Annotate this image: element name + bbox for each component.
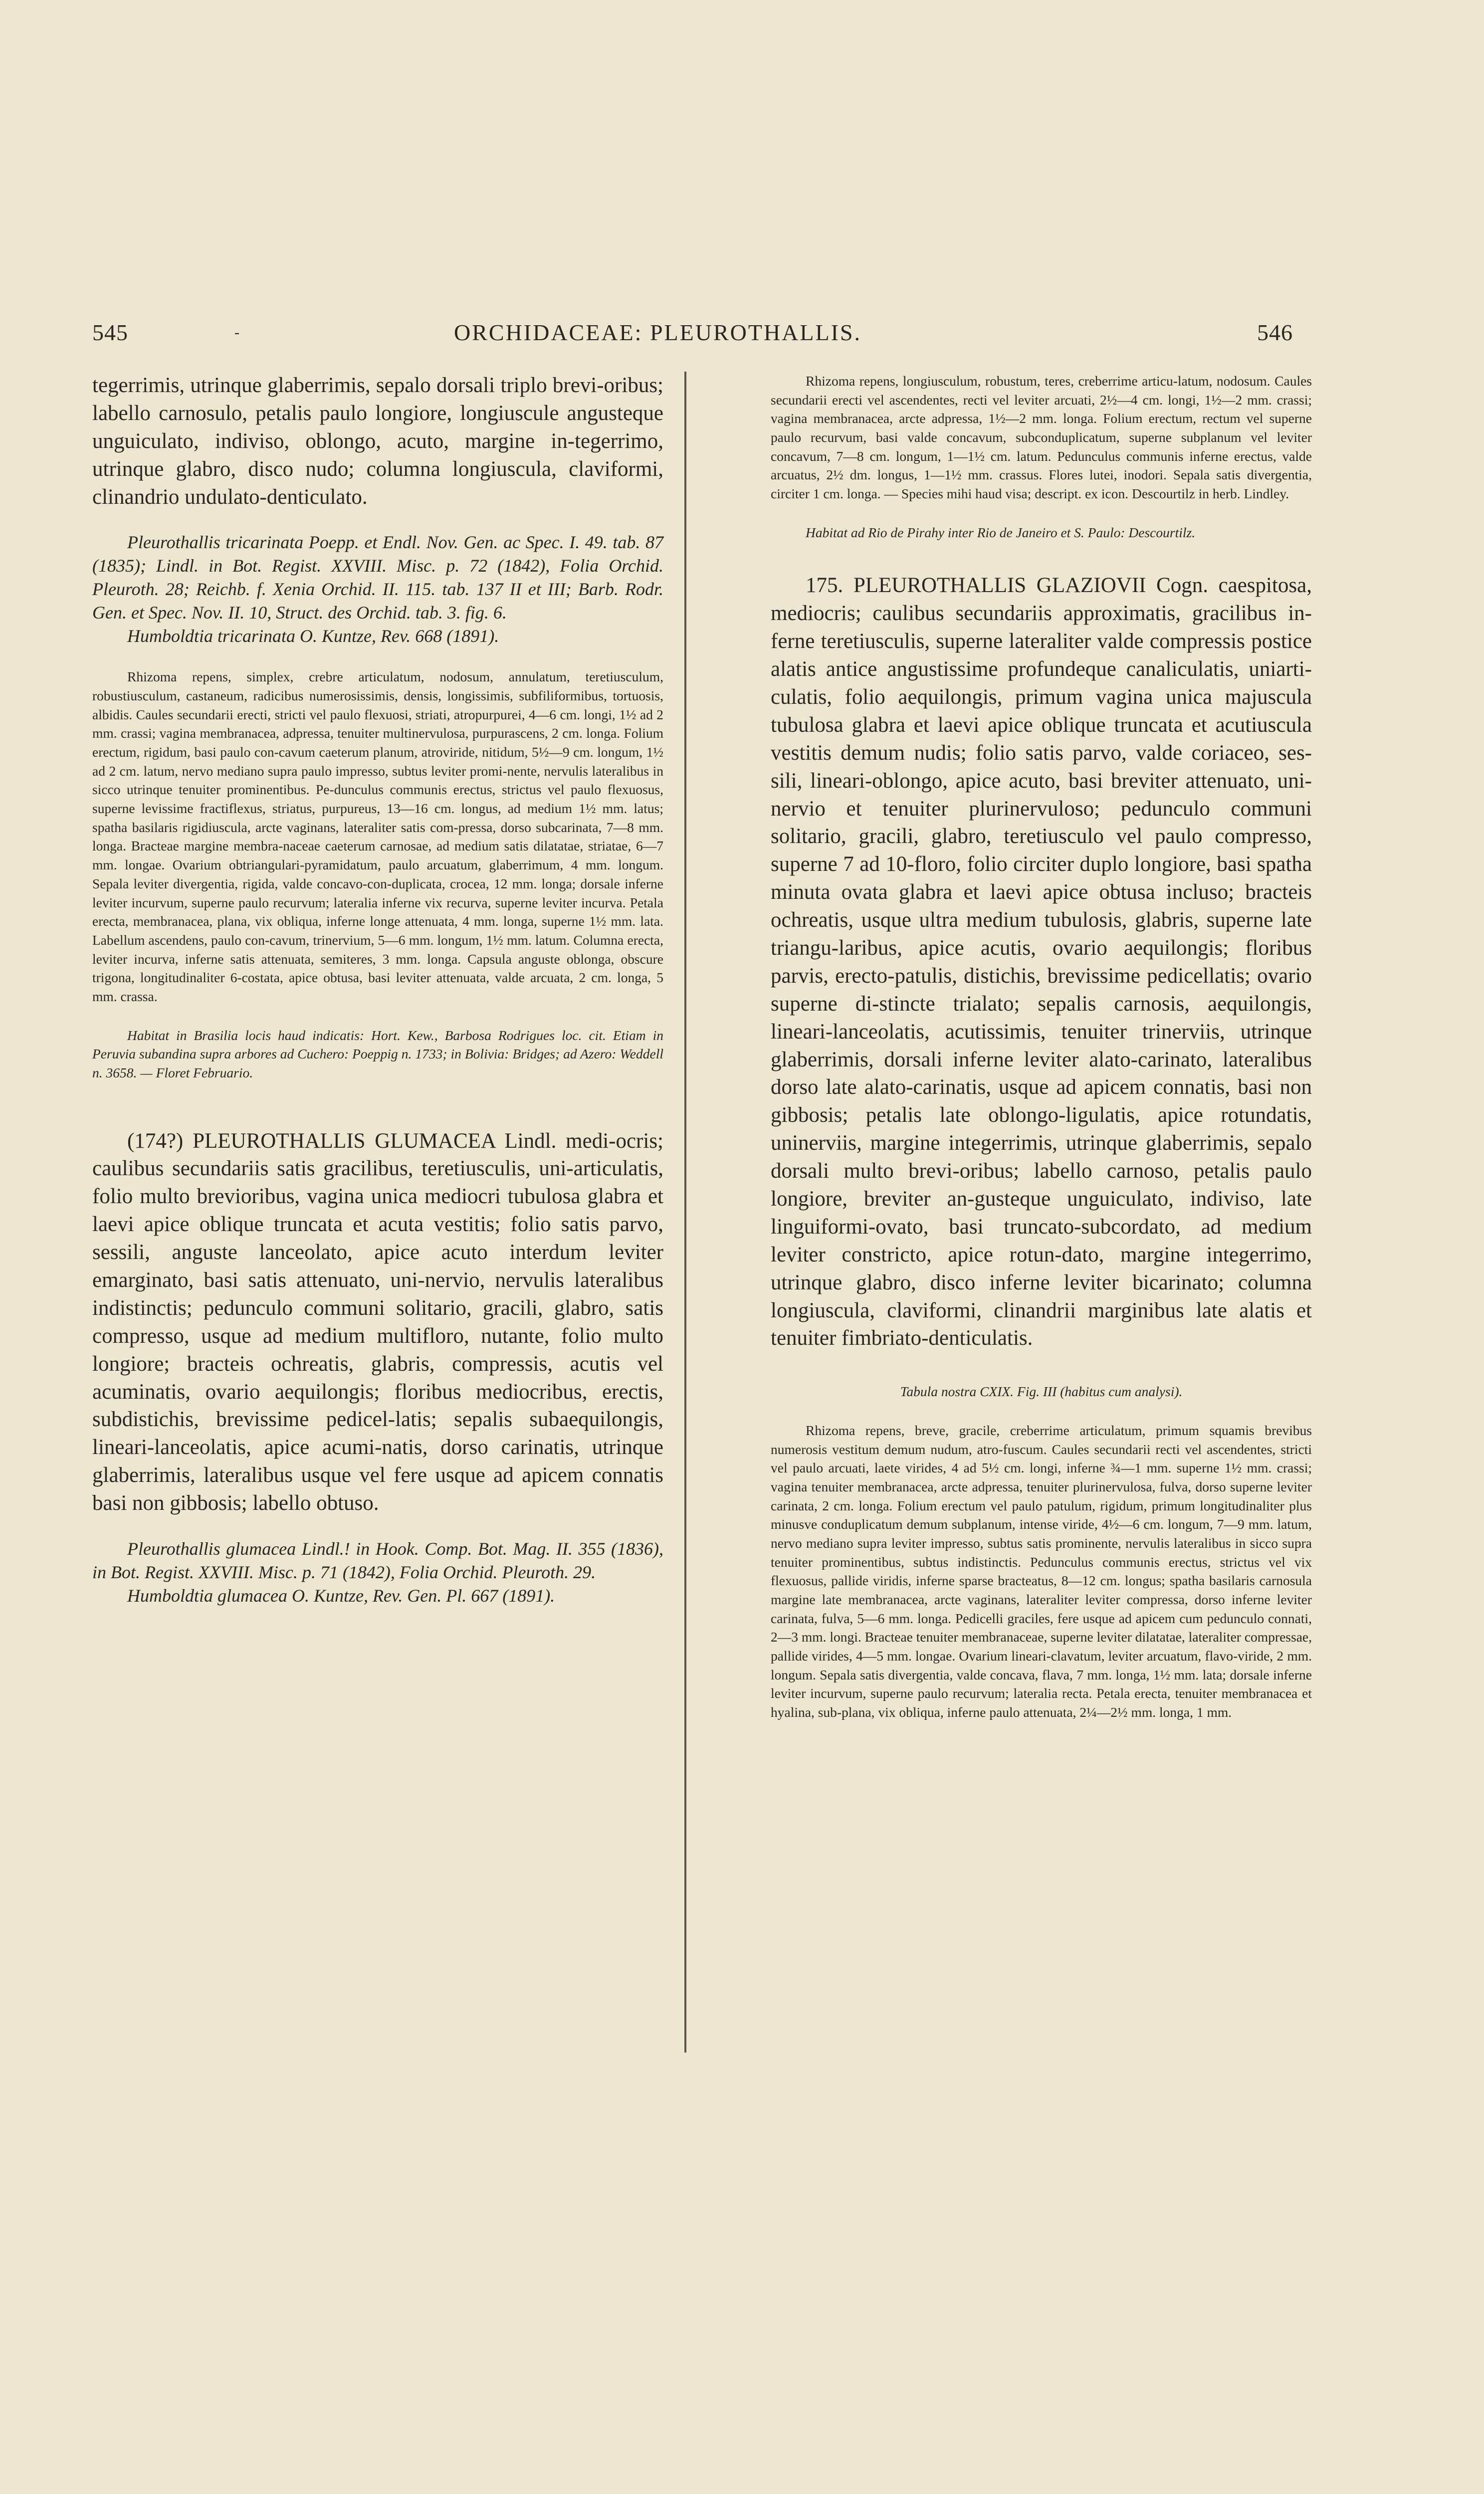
synonymy-tricarinata: Pleurothallis tricarinata Poepp. et Endl. Nov. Gen. ac Spec. I. 49. tab. 87 (1835); Lindl. in Bot. Regist. XXVIII. Misc. p. 72 (1842), Folia Orchid. Pleuroth. 28; Reichb. f. Xenia Orchid. II. 115. tab. 137 II et III; Barb. Rodr. Gen. et Spec. Nov. II. 10, Struct. des Orchid. tab. 3. fig. 6. <box>92 532 663 623</box>
habitat-tricarinata: Habitat in Brasilia locis haud indicatis: Hort. Kew., Barbosa Rodrigues loc. cit. Etiam in Peruvia subandina supra arbores ad Cuchero: Poeppig n. 1733; in Bolivia: Bridges; ad Azero: Weddell n. 3658. — Floret Februario. <box>92 1027 663 1080</box>
description-continued: tegerrimis, utrinque glaberrimis, sepalo dorsali triplo brevi-oribus; labello carnosulo, petalis paulo longiore, longiuscule angusteque unguiculato, indiviso, oblongo, acuto, margine in-tegerrimo, utrinque glabro, disco nudo; columna longiuscula, claviformi, clinandrio undulato-denticulato. <box>92 374 663 509</box>
species-glaziovii-diagnosis: 175. PLEUROTHALLIS GLAZIOVII Cogn. caespitosa, mediocris; caulibus secundariis approximatis, gracilibus in-ferne teretiusculis, superne lateraliter valde compressis postice alatis antice angustissime profundeque canaliculatis, uniarti-culatis, folio aequilongis, primum vagina unica majuscula tubulosa glabra et laevi apice oblique truncata et acutiuscula vestitis demum nudis; folio satis parvo, valde coriaceo, ses-sili, lineari-oblongo, apice acuto, basi breviter attenuato, uni-nervio et tenuiter plurinervuloso; pedunculo communi solitario, gracili, glabro, teretiusculo vel paulo compresso, superne 7 ad 10-floro, folio circiter duplo longiore, basi spatha minuta ovata glabra et laevi apice obtusa incluso; bracteis ochreatis, usque ultra medium tubulosis, glabris, superne late triangu-laribus, apice acutis, ovario aequilongis; floribus parvis, erecto-patulis, distichis, brevissime pedicellatis; ovario superne di-stincte trialato; sepalis carnosis, aequilongis, lineari-lanceolatis, acutissimis, tenuiter trinerviis, utrinque glaberrimis, dorsali inferne leviter alato-carinato, lateralibus dorso late alato-carinatis, usque ad apicem connatis, basi non gibbosis; petalis late oblongo-ligulatis, apice rotundatis, uninerviis, margine integerrimis, utrinque glaberrimis, sepalo dorsali multo brevi-oribus; labello carnoso, petalis paulo longiore, breviter an-gusteque unguiculato, indiviso, late linguiformi-ovato, basi truncato-subcordato, ad medium leviter constricto, apice rotun-dato, margine integerrimo, utrinque glabro, disco inferne leviter bicarinato; columna longiuscula, claviformi, clinandrii marginibus late alatis et tenuiter fimbriato-denticulatis. <box>771 574 1312 1350</box>
glaziovii-description: Rhizoma repens, breve, gracile, creberrime articulatum, primum squamis brevibus numerosis vestitum demum nudum, atro-fuscum. Caules secundarii recti vel ascendentes, stricti vel paulo arcuati, laete virides, 4 ad 5½ cm. longi, inferne ¾—1 mm. superne 1½ mm. crassi; vagina tenuiter membranacea, arcte adpressa, tenuiter plurinervulosa, fulva, dorso superne leviter carinata, 2 cm. longa. Folium erectum vel paulo patulum, rigidum, primum longitudinaliter plus minusve conduplicatum demum subplanum, intense viride, 4½—6 cm. longum, 7—9 mm. latum, nervo mediano supra leviter impresso, subtus satis prominente, nervulis lateralibus in sicco supra tenuiter prominentibus, subtus indistinctis. Pedunculus communis erectus, strictus vel vix flexuosus, pallide viridis, inferne sparse bracteatus, 8—12 cm. longus; spatha basilaris carnosula margine late membranacea, arcte vaginans, lateraliter leviter compressa, dorso inferne leviter carinata, fulva, 5—6 mm. longa. Pedicelli graciles, fere usque ad apicem cum pedunculo connati, 2—3 mm. longi. Bracteae tenuiter membranaceae, superne leviter dilatatae, lateraliter compressae, pallide virides, 4—5 mm. longae. Ovarium lineari-clavatum, leviter arcuatum, flavo-viride, 2 mm. longum. Sepala satis divergentia, valde concava, flava, 7 mm. longa, 1½ mm. lata; dorsale inferne leviter incurvum, superne paulo recurvum; lateralia recta. Petala erecta, tenuiter membranacea et hyalina, sub-plana, vix obliqua, inferne paulo attenuata, 2¼—2½ mm. longa, 1 mm. <box>771 1422 1312 1720</box>
plate-reference: Tabula nostra CXIX. Fig. III (habitus cum analysi). <box>900 1384 1183 1400</box>
page-number-right: 546 <box>1257 320 1293 345</box>
header-dash: - <box>234 324 240 341</box>
glumacea-description: Rhizoma repens, longiusculum, robustum, teres, creberrime articu-latum, nodosum. Caules secundarii erecti vel ascendentes, recti vel leviter arcuati, 2½—4 cm. longi, 1½—2 mm. crassi; vagina membranacea, arcte adpressa, 1½—2 mm. longa. Folium erectum, rectum vel superne paulo recurvum, basi valde concavum, subconduplicatum, superne subplanum vel leviter concavum, 7—8 cm. longum, 1—1½ cm. latum. Pedunculus communis inferne erectus, valde arcuatus, 2½ dm. longus, 1—1½ mm. crassus. Flores lutei, inodori. Sepala satis divergentia, circiter 1 cm. longa. — Species mihi haud visa; descript. ex icon. Descourtilz in herb. Lindley. <box>771 373 1312 502</box>
right-column <box>771 372 1312 1722</box>
synonym-humboldtia-glumacea: Humboldtia glumacea O. Kuntze, Rev. Gen. Pl. 667 (1891). <box>127 1585 555 1606</box>
left-column <box>92 372 663 1607</box>
synonymy-glumacea: Pleurothallis glumacea Lindl.! in Hook. Comp. Bot. Mag. II. 355 (1836), in Bot. Regist. XXVIII. Misc. p. 71 (1842), Folia Orchid. Pleuroth. 29. <box>92 1539 663 1582</box>
page-number-left: 545 <box>92 320 128 345</box>
habitat-glumacea: Habitat ad Rio de Pirahy inter Rio de Janeiro et S. Paulo: Descourtilz. <box>806 524 1196 540</box>
species-glumacea-diagnosis: (174?) PLEUROTHALLIS GLUMACEA Lindl. medi-ocris; caulibus secundariis satis gracilibus, teretiusculis, uni-articulatis, folio multo brevioribus, vagina unica mediocri tubulosa glabra et laevi apice oblique truncata et acuta vestitis; folio satis parvo, sessili, anguste lanceolato, apice acuto interdum leviter emarginato, basi satis attenuato, uni-nervio, nervulis lateralibus indistinctis; pedunculo communi solitario, gracili, glabro, satis compresso, usque ad medium multifloro, nutante, folio multo longiore; bracteis ochreatis, glabris, compressis, acutis vel acuminatis, ovario aequilongis; floribus mediocribus, erectis, subdistichis, brevissime pedicel-latis; sepalis subaequilongis, lineari-lanceolatis, apice acumi-natis, dorso carinatis, utrinque glaberrimis, lateralibus usque vel fere usque ad apicem connatis basi non gibbosis; labello obtuso. <box>92 1129 663 1515</box>
synonym-humboldtia-tricarinata: Humboldtia tricarinata O. Kuntze, Rev. 668 (1891). <box>127 625 499 646</box>
detailed-description: Rhizoma repens, simplex, crebre articulatum, nodosum, annulatum, teretiusculum, robustiusculum, castaneum, radicibus numerosissimis, densis, longissimis, subfiliformibus, tortuosis, albidis. Caules secundarii erecti, stricti vel paulo flexuosi, striati, atropurpurei, 4—6 cm. longi, 1½ ad 2 mm. crassi; vagina membranacea, adpressa, tenuiter multinervulosa, purpurascens, 2 cm. longa. Folium erectum, rigidum, basi paulo con-cavum caeterum planum, atroviride, nitidum, 5½—9 cm. longum, 1½ ad 2 cm. latum, nervo mediano supra paulo impresso, subtus leviter promi-nente, nervulis lateralibus in sicco utrinque tenuiter prominentibus. Pe-dunculus communis erectus, strictus vel paulo flexuosus, superne levissime fractiflexus, striatus, purpureus, 13—16 cm. longus, ad medium 1½ mm. latus; spatha basilaris rigidiuscula, arcte vaginans, lateraliter satis com-pressa, dorso subcarinata, 7—8 mm. longa. Bracteae margine membra-naceae caeterum carnosae, ad medium satis dilatatae, striatae, 6—7 mm. longae. Ovarium obtriangulari-pyramidatum, paulo arcuatum, glaberrimum, 4 mm. longum. Sepala leviter divergentia, rigida, valde concavo-con-duplicata, crocea, 12 mm. longa; dorsale inferne leviter incurvum, superne paulo recurvum; lateralia inferne vix recurva, superne leviter incurva. Petala erecta, membranacea, plana, vix obliqua, inferne longe attenuata, 4 mm. longa, superne 1½ mm. lata. Labellum ascendens, paulo con-cavum, trinervium, 5—6 mm. longum, 1½ mm. latum. Columna erecta, leviter incurva, inferne satis attenuata, semiteres, 3 mm. longa. Capsula anguste oblonga, obscure trigona, longitudinaliter 6-costata, apice obtusa, basi leviter attenuata, valde arcuata, 2 cm. longa, 5 mm. crassa. <box>92 669 663 1004</box>
running-title: ORCHIDACEAE: PLEUROTHALLIS. <box>454 320 861 345</box>
column-divider <box>684 372 686 2053</box>
